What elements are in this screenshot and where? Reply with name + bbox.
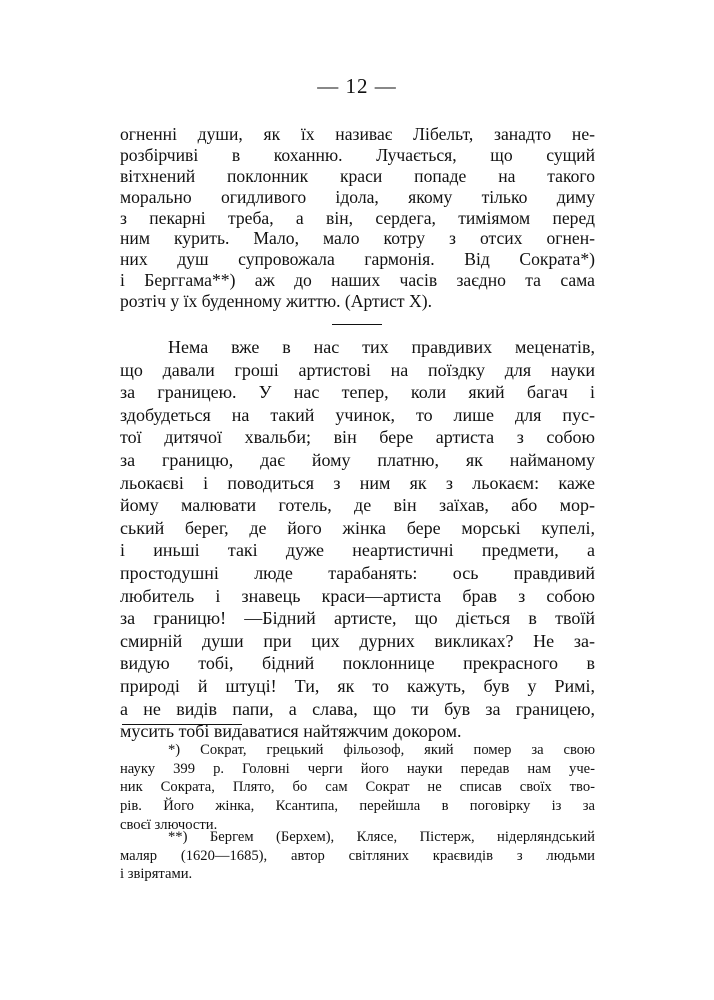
footnote-line: ник Сократа, Плято, бо сам Сократ не списав своїх тво- — [120, 779, 595, 796]
footnote-1 — [120, 741, 595, 834]
paragraph-2 — [120, 336, 595, 743]
text-line: Нема вже в нас тих правдивих меценатів, — [168, 337, 595, 357]
text-line: видую тобі, бідний поклоннице прекрасного в — [120, 653, 595, 674]
text-line: за границю! —Бідний артисте, що діється в твоїй — [120, 608, 595, 629]
paragraph-1 — [120, 124, 595, 312]
text-line: з пекарні треба, а він, сердега, тиміямом перед — [120, 207, 595, 228]
text-line: здобудеться на такий учинок, то лише для пус- — [120, 404, 595, 425]
text-line: любитель і знавець краси—артиста брав з собою — [120, 585, 595, 606]
section-separator — [332, 324, 382, 325]
text-line: ним курить. Мало, мало котру з отсих огнен- — [120, 228, 595, 249]
text-line: і иньші такі дуже неартистичні предмети, а — [120, 540, 595, 561]
text-line: ський берег, де його жінка бере морські купелі, — [120, 517, 595, 538]
text-line: огненні души, як їх називає Лібельт, занадто не- — [120, 124, 595, 144]
page-number: — 12 — — [317, 74, 397, 98]
text-line: вітхнений поклонник краси попаде на такого — [120, 165, 595, 186]
text-line: розбірчиві в коханню. Лучається, що сущий — [120, 144, 595, 165]
text-line: смирній души при цих дурних викликах? Не за- — [120, 630, 595, 651]
text-line: йому малювати готель, де він заїхав, або мор- — [120, 495, 595, 516]
text-line: льокаєві і поводиться з ним як з льокаєм: каже — [120, 472, 595, 493]
footnote-line: *) Сократ, грецький фільозоф, який помер за свою — [168, 742, 595, 758]
footnote-line: своєї злючости. — [120, 816, 218, 833]
footnote-rule — [122, 724, 242, 725]
text-line: і Берггама**) аж до наших часів заєдно та сама — [120, 270, 595, 291]
footnote-line: **) Бергем (Берхем), Клясе, Пістерж, нідерляндський — [168, 829, 595, 845]
text-line: розтіч у їх буденному життю. (Артист X). — [120, 291, 432, 312]
text-line: а не видів папи, а слава, що ти був за границею, — [120, 698, 595, 719]
footnote-line: і звірятами. — [120, 866, 193, 883]
footnote-line: рів. Його жінка, Ксантипа, перейшла в поговірку із за — [120, 798, 595, 815]
footnote-line: маляр (1620—1685), автор світляних краєвидів з людьми — [120, 847, 595, 864]
footnote-line: науку 399 р. Головні черги його науки передав нам уче- — [120, 760, 595, 777]
text-line: за границею. У нас тепер, коли який багач і — [120, 382, 595, 403]
text-line: мусить тобі видаватися найтяжчим докором. — [120, 721, 462, 742]
text-line: них душ супровожала гармонія. Від Сократа*) — [120, 249, 595, 270]
text-line: тої дитячої хвальби; він бере артиста з собою — [120, 427, 595, 448]
text-line: за границю, дає йому платню, як найманому — [120, 449, 595, 470]
text-line: морально огидливого ідола, якому тілько диму — [120, 186, 595, 207]
footnote-2 — [120, 828, 595, 884]
text-line: що давали гроші артистові на поїздку для науки — [120, 359, 595, 380]
text-line: простодушні люде тарабанять: ось правдивий — [120, 562, 595, 583]
text-line: природі й штуці! Ти, як то кажуть, був у Римі, — [120, 675, 595, 696]
